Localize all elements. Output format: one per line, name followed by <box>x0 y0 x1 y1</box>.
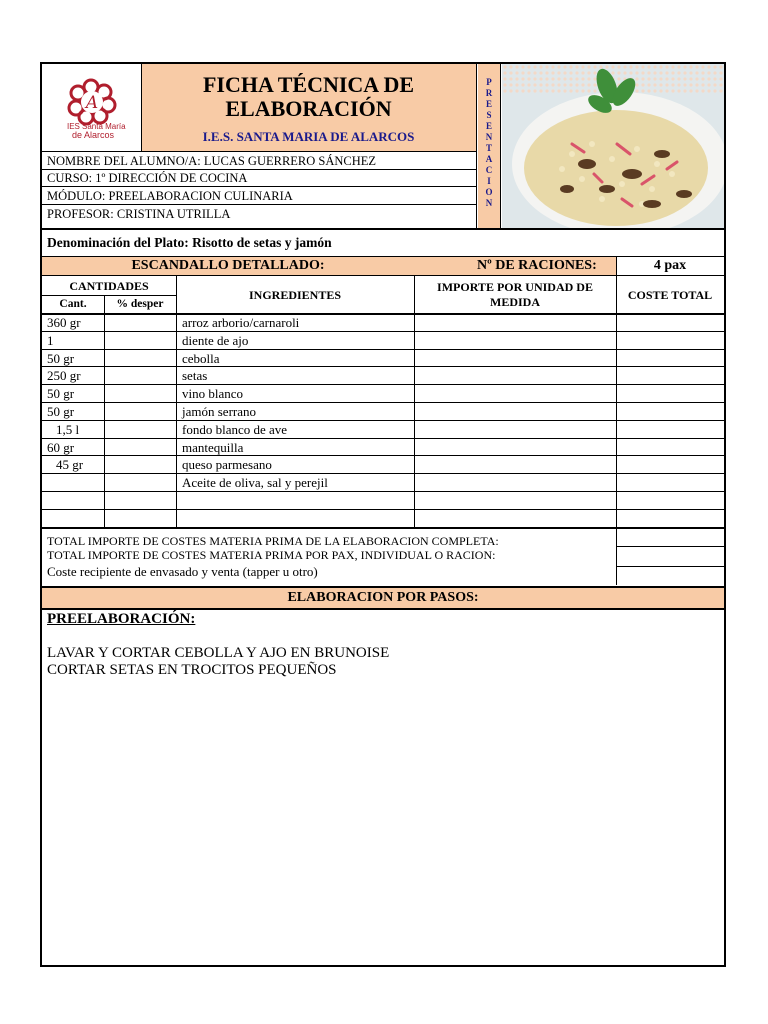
raciones-value: 4 pax <box>653 258 687 273</box>
presentacion-letter: N <box>485 132 493 142</box>
cell-cantidad: 360 gr <box>47 315 81 330</box>
cell-cantidad: 50 gr <box>47 386 75 402</box>
table-row <box>42 420 724 438</box>
row-divider <box>42 331 724 332</box>
table-row <box>42 313 724 331</box>
logo-text-alarcos: de Alarcos <box>72 130 115 140</box>
table-row <box>42 349 724 367</box>
escandallo-label: ESCANDALLO DETALLADO: <box>131 258 325 273</box>
header-importe-1: IMPORTE POR UNIDAD DE <box>437 280 593 294</box>
table-row <box>42 366 724 384</box>
table-row <box>42 509 724 527</box>
header-coste-total: COSTE TOTAL <box>627 288 713 302</box>
total-completa: TOTAL IMPORTE DE COSTES MATERIA PRIMA DE LA ELABORACION COMPLETA: <box>47 534 499 548</box>
cell-cantidad: 50 gr <box>47 350 75 366</box>
student-name: NOMBRE DEL ALUMNO/A: LUCAS GUERRERO SÁNCHEZ <box>47 154 377 168</box>
table-row <box>42 402 724 420</box>
raciones-label: Nº DE RACIONES: <box>477 258 597 273</box>
pasos-header: ELABORACION POR PASOS: <box>287 590 479 605</box>
presentacion-letter: I <box>487 176 491 186</box>
header-ingredientes: INGREDIENTES <box>248 288 342 302</box>
row-divider <box>42 402 724 403</box>
student-modulo: MÓDULO: PREELABORACION CULINARIA <box>47 189 293 203</box>
header-cant: Cant. <box>59 298 87 310</box>
cell-ingrediente: jamón serrano <box>182 404 257 419</box>
row-divider <box>42 491 724 492</box>
cell-cantidad: 1,5 l <box>56 421 80 437</box>
cell-ingrediente: setas <box>182 368 208 384</box>
presentacion-letter: R <box>485 88 493 98</box>
row-divider <box>42 473 724 474</box>
row-divider <box>42 438 724 439</box>
cell-ingrediente: Aceite de oliva, sal y perejil <box>182 475 328 491</box>
dish-name: Denominación del Plato: Risotto de setas y jamón <box>47 235 332 250</box>
presentacion-letter: T <box>485 143 492 153</box>
cell-cantidad: 50 gr <box>47 404 75 419</box>
presentacion-letter: P <box>486 77 492 87</box>
cell-cantidad: 1 <box>47 332 54 348</box>
row-divider <box>42 366 724 367</box>
presentacion-letter: N <box>485 198 493 208</box>
row-divider <box>42 349 724 350</box>
cell-ingrediente: mantequilla <box>182 439 244 455</box>
title-line-2: ELABORACIÓN <box>225 96 392 121</box>
preelaboracion-title: PREELABORACIÓN: <box>47 611 196 627</box>
table-row <box>42 331 724 349</box>
student-profesor: PROFESOR: CRISTINA UTRILLA <box>47 207 231 221</box>
header-importe-2: MEDIDA <box>490 295 540 309</box>
cell-ingrediente: cebolla <box>182 350 220 366</box>
presentacion-letter: E <box>485 99 492 109</box>
cell-ingrediente: vino blanco <box>182 386 244 402</box>
presentacion-letter: A <box>485 154 493 164</box>
table-row <box>42 473 724 491</box>
cell-cantidad: 45 gr <box>56 457 84 473</box>
student-curso: CURSO: 1º DIRECCIÓN DE COCINA <box>47 171 248 185</box>
row-divider <box>42 455 724 456</box>
presentacion-letter: C <box>485 165 493 175</box>
svg-text:A: A <box>85 93 99 113</box>
risotto-photo <box>502 64 724 228</box>
paso-2: CORTAR SETAS EN TROCITOS PEQUEÑOS <box>47 662 337 678</box>
title-line-1: FICHA TÉCNICA DE <box>202 72 415 97</box>
header-cantidades: CANTIDADES <box>69 279 149 293</box>
cell-ingrediente: arroz arborio/carnaroli <box>182 315 300 330</box>
table-row <box>42 438 724 456</box>
coste-envasado: Coste recipiente de envasado y venta (tapper u otro) <box>47 564 318 579</box>
cell-ingrediente: fondo blanco de ave <box>182 421 288 437</box>
table-row <box>42 491 724 509</box>
logo-text-ies: IES <box>67 122 80 131</box>
total-por-pax: TOTAL IMPORTE DE COSTES MATERIA PRIMA POR PAX, INDIVIDUAL O RACION: <box>47 548 496 562</box>
logo-cell <box>42 64 141 151</box>
cell-cantidad: 60 gr <box>47 439 75 455</box>
cell-ingrediente: diente de ajo <box>182 332 249 348</box>
risotto-photo-icon <box>502 64 724 228</box>
cell-ingrediente: queso parmesano <box>182 457 272 473</box>
table-row <box>42 455 724 473</box>
presentacion-letter: S <box>486 110 492 120</box>
presentacion-letter: O <box>485 187 493 197</box>
row-divider <box>42 509 724 510</box>
paso-1: LAVAR Y CORTAR CEBOLLA Y AJO EN BRUNOISE <box>47 645 390 661</box>
row-divider <box>42 420 724 421</box>
row-divider <box>42 384 724 385</box>
logo-text-santa-maria: Santa María <box>82 122 126 131</box>
school-name: I.E.S. SANTA MARIA DE ALARCOS <box>202 129 415 144</box>
cell-cantidad: 250 gr <box>47 368 81 384</box>
presentacion-letter: E <box>485 121 492 131</box>
header-desper: % desper <box>116 298 164 310</box>
table-row <box>42 384 724 402</box>
